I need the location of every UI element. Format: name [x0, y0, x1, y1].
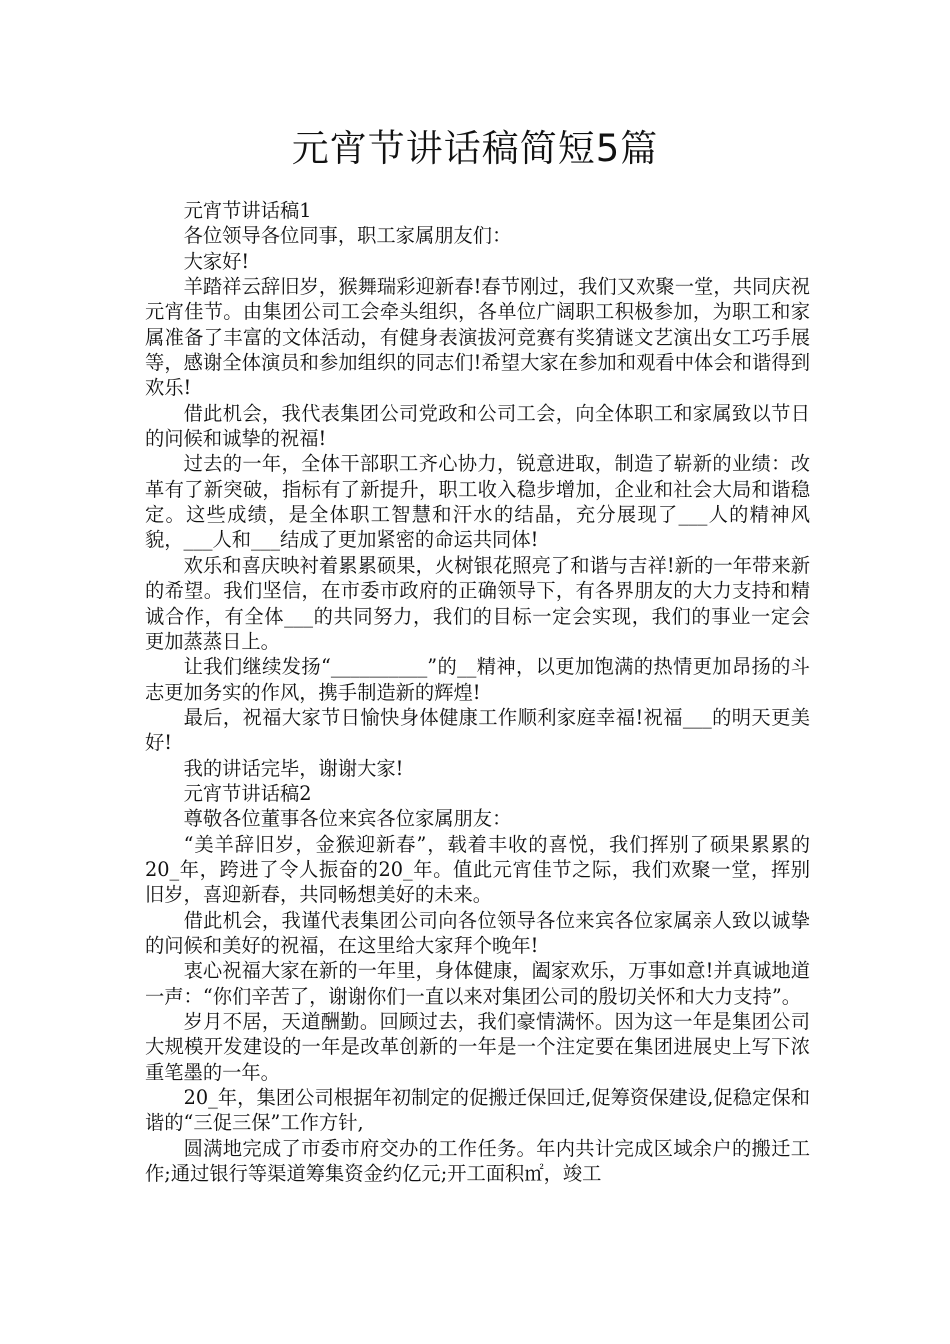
paragraph: 借此机会，我代表集团公司党政和公司工会，向全体职工和家属致以节日的问候和诚挚的祝福! — [145, 401, 810, 451]
paragraph: 最后，祝福大家节日愉快身体健康工作顺利家庭幸福!祝福___的明天更美好! — [145, 705, 810, 755]
paragraph: “美羊辞旧岁，金猴迎新春”，载着丰收的喜悦，我们挥别了硕果累累的20_年，跨进了令人振奋的20_年。值此元宵佳节之际，我们欢聚一堂，挥别旧岁，喜迎新春，共同畅想美好的未来。 — [145, 832, 810, 907]
paragraph: 20_年，集团公司根据年初制定的促搬迁保回迁,促筹资保建设,促稳定保和谐的“三促三保”工作方针, — [145, 1086, 810, 1135]
paragraph: 我的讲话完毕，谢谢大家! — [183, 756, 404, 780]
paragraph: 过去的一年，全体干部职工齐心协力，锐意进取，制造了崭新的业绩：改革有了新突破，指标有了新提升，职工收入稳步增加，企业和社会大局和谐稳定。这些成绩，是全体职工智慧和汗水的结晶，充分展现了___人的精神风貌，___人和___结成了更加紧密的命运共同体! — [145, 452, 810, 552]
document-body — [145, 198, 810, 1186]
paragraph: 衷心祝福大家在新的一年里，身体健康，阖家欢乐，万事如意!并真诚地道一声：“你们辛苦了，谢谢你们一直以来对集团公司的殷切关怀和大力支持”。 — [145, 959, 810, 1008]
paragraph: 元宵节讲话稿2 — [183, 781, 312, 805]
paragraph: 欢乐和喜庆映衬着累累硕果，火树银花照亮了和谐与吉祥!新的一年带来新的希望。我们坚信，在市委市政府的正确领导下，有各界朋友的大力支持和精诚合作，有全体___的共同努力，我们的目标一定会实现，我们的事业一定会更加蒸蒸日上。 — [145, 553, 810, 653]
paragraph: 尊敬各位董事各位来宾各位家属朋友： — [183, 807, 512, 831]
paragraph: 让我们继续发扬“__________”的__精神，以更加饱满的热情更加昂扬的斗志更加务实的作风，携手制造新的辉煌! — [145, 655, 810, 704]
paragraph: 元宵节讲话稿1 — [183, 199, 312, 222]
document-title: 元宵节讲话稿简短5篇 — [291, 127, 659, 170]
paragraph: 各位领导各位同事，职工家属朋友们： — [183, 224, 512, 248]
paragraph: 大家好! — [183, 249, 250, 273]
paragraph: 借此机会，我谨代表集团公司向各位领导各位来宾各位家属亲人致以诚挚的问候和美好的祝福，在这里给大家拜个晚年! — [145, 908, 810, 957]
paragraph: 岁月不居，天道酬勤。回顾过去，我们豪情满怀。因为这一年是集团公司大规模开发建设的一年是改革创新的一年是一个注定要在集团进展史上写下浓重笔墨的一年。 — [145, 1010, 810, 1084]
paragraph: 圆满地完成了市委市府交办的工作任务。年内共计完成区域余户的搬迁工作;通过银行等渠道筹集资金约亿元;开工面积㎡，竣工 — [145, 1136, 810, 1186]
paragraph: 羊踏祥云辞旧岁，猴舞瑞彩迎新春!春节刚过，我们又欢聚一堂，共同庆祝元宵佳节。由集团公司工会牵头组织，各单位广阔职工积极参加，为职工和家属准备了丰富的文体活动，有健身表演拔河竞赛有奖猜谜文艺演出女工巧手展等，感谢全体演员和参加组织的同志们!希望大家在参加和观看中体会和谐得到欢乐! — [145, 275, 810, 400]
